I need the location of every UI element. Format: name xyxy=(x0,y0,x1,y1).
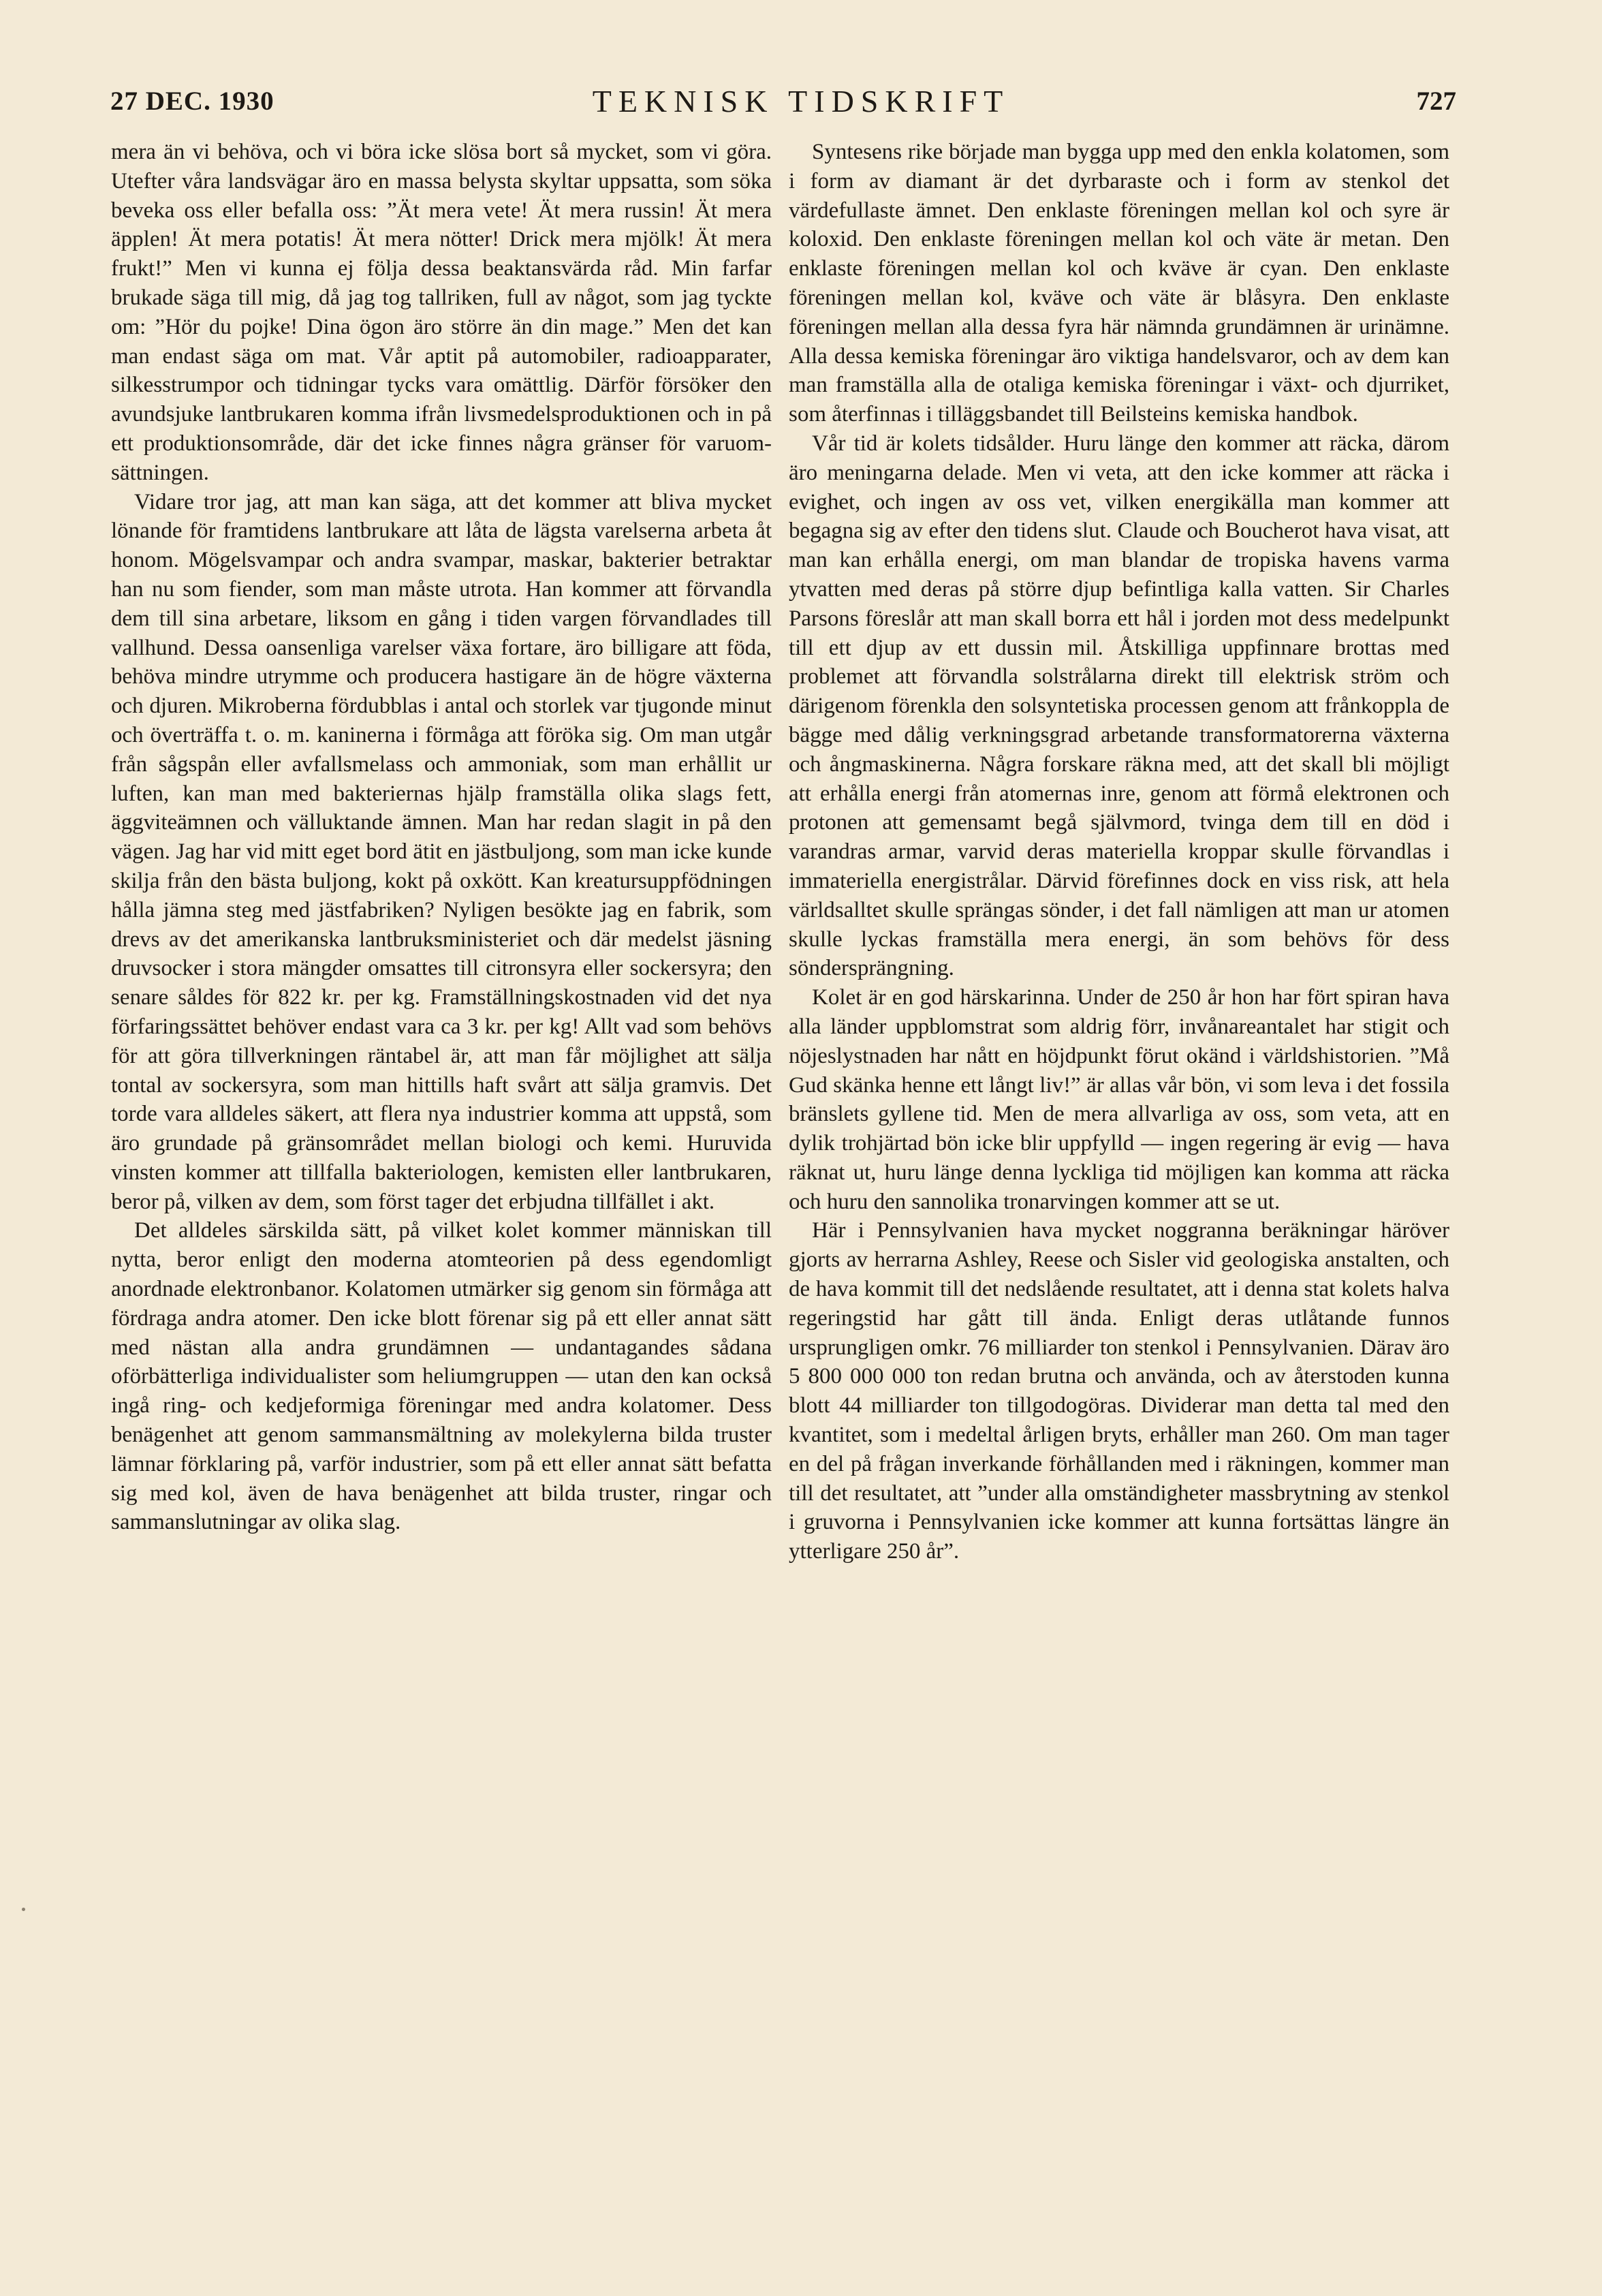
paragraph: Här i Pennsylvanien hava mycket noggranna beräkningar häröver gjorts av herrarna Ashley, Reese och Sisler vid geologiska anstalten, och de hava kommit till det nedslående resultatet, att i denna stat kolets halva regeringstid har gått till ända. Enligt deras utlåtande funnos ursprungligen omkr. 76 milliarder ton stenkol i Pennsylvanien. Därav äro 5 800 000 000 ton redan brutna och använda, och av återstoden kunna blott 44 milliarder ton tillgodogöras. Dividerar man detta tal med den kvantitet, som i medeltal årligen bryts, erhåller man 260. Om man tager en del på frågan inverkande förhållanden med i räkningen, kommer man till det resultatet, att ”under alla omständigheter massbrytning av stenkol i gruvorna i Pennsylvanien icke kommer att kunna fortsättas längre än ytterligare 250 år”. xyxy=(789,1218,1449,1564)
paragraph: Kolet är en god härskarinna. Under de 250 år hon har fört spiran hava alla länder uppblomstrat som aldrig förr, invånareantalet har stigit och nöjeslystnaden har nått en höjdpunkt förut okänd i världshistorien. ”Må Gud skänka henne ett långt liv!” är allas vår bön, vi som leva i det fossila bränslets gyllene tid. Men de mera allvarliga av oss, som veta, att en dylik trohjärtad bön icke blir uppfylld — ingen regering är evig — hava räknat ut, huru länge denna lyckliga tid möjligen kan komma att räcka och huru den sannolika tronarvingen kommer att se ut. xyxy=(789,985,1449,1214)
issue-date: 27 DEC. 1930 xyxy=(110,87,274,116)
paragraph: mera än vi behöva, och vi böra icke slösa bort så mycket, som vi göra. Utefter våra landsvägar äro en massa belysta skyltar uppsatta, som söka beveka oss eller befalla oss: ”Ät mera vete! Ät mera russin! Ät mera äpplen! Ät mera potatis! Ät mera nötter! Drick mera mjölk! Ät mera frukt!” Men vi kunna ej följa dessa beaktansvärda råd. Min farfar brukade säga till mig, då jag tog tallriken, full av något, som jag tyckte om: ”Hör du pojke! Dina ögon äro större än din mage.” Men det kan man endast säga om mat. Vår aptit på automobiler, radioapparater, silkesstrumpor och tidningar tycks vara omättlig. Därför försöker den avundsjuke lantbrukaren komma ifrån livsmedelsproduktionen och in på ett produktionsområde, där det icke finnes några gränser för varuomsättningen. xyxy=(111,140,772,485)
paragraph: Syntesens rike började man bygga upp med den enkla kolatomen, som i form av diamant är det dyrbaraste och i form av stenkol det värdefullaste ämnet. Den enklaste föreningen mellan kol och syre är koloxid. Den enklaste föreningen mellan kol och väte är metan. Den enklaste föreningen mellan kol och kväve är cyan. Den enklaste föreningen mellan kol, kväve och väte är blåsyra. Den enklaste föreningen mellan alla dessa fyra här nämnda grundämnen är urinämne. Alla dessa kemiska föreningar äro viktiga handelsvaror, och av dem kan man framställa alla de otaliga kemiska föreningar i växt- och djurriket, som återfinnas i tilläggsbandet till Beilsteins kemiska handbok. xyxy=(789,140,1449,427)
left-column xyxy=(111,138,772,2236)
journal-title: TEKNISK TIDSKRIFT xyxy=(592,84,1010,119)
page-number: 727 xyxy=(1416,87,1456,116)
margin-dot xyxy=(22,1908,25,1911)
right-column xyxy=(789,138,1449,2236)
paragraph: Vår tid är kolets tidsålder. Huru länge den kommer att räcka, därom äro meningarna delade. Men vi veta, att den icke kommer att räcka i evighet, och ingen av oss vet, vilken energikälla man kommer att begagna sig av efter den tidens slut. Claude och Boucherot hava visat, att man kan erhålla energi, om man blandar de tropiska havens varma ytvatten med deras på större djup befintliga kalla vatten. Sir Charles Parsons föreslår att man skall borra ett hål i jorden mot dess medelpunkt till ett djup av ett dussin mil. Åtskilliga uppfinnare brottas med problemet att förvandla solstrålarna direkt till elektrisk ström och därigenom förenkla den solsyntetiska processen genom att frånkoppla de bägge med dålig verkningsgrad arbetande transformatorerna växterna och ångmaskinerna. Några forskare räkna med, att det skall bli möjligt att erhålla energi från atomernas inre, genom att förmå elektronen och protonen att gemensamt begå självmord, tvinga dem till en död i varandras armar, varvid deras materiella kroppar skulle förvandlas i immateriella energistrålar. Därvid förefinnes dock en viss risk, att hela världsalltet skulle sprängas sönder, i det fall nämligen att man ur atomen skulle lyckas framställa mera energi, än som behövs för dess söndersprängning. xyxy=(789,431,1449,981)
paragraph: Vidare tror jag, att man kan säga, att det kommer att bliva mycket lönande för framtidens lantbrukare att låta de lägsta varelserna arbeta åt honom. Mögelsvampar och andra svampar, maskar, bakterier betraktar han nu som fiender, som man måste utrota. Han kommer att förvandla dem till sina arbetare, liksom en gång i tiden vargen förvandlades till vallhund. Dessa oansenliga varelser växa fortare, äro billigare att föda, behöva mindre utrymme och producera hastigare än de högre växterna och djuren. Mikroberna fördubblas i antal och storlek var tjugonde minut och överträffa t. o. m. kaninerna i förmåga att föröka sig. Om man utgår från sågspån eller avfallsmelass och ammoniak, som man erhållit ur luften, kan man med bakteriernas hjälp framställa olika slags fett, äggviteämnen och välluktande ämnen. Man har redan slagit in på den vägen. Jag har vid mitt eget bord ätit en jästbuljong, som man icke kunde skilja från den bästa buljong, kokt på oxkött. Kan kreatursuppfödningen hålla jämna steg med jästfabriken? Nyligen besökte jag en fabrik, som drevs av det amerikanska lantbruksministeriet och där medelst jäsning druvsocker i stora mängder omsattes till citronsyra eller sockersyra; den senare såldes för 822 kr. per kg. Framställningskostnaden vid det nya förfaringssättet behöver endast vara ca 3 kr. per kg! Allt vad som behövs för att göra tillverkningen räntabel är, att man får möjlighet att sälja tontal av sockersyra, som man hittills haft svårt att sälja gramvis. Det torde vara alldeles säkert, att flera nya industrier komma att uppstå, som äro grundade på gränsområdet mellan biologi och kemi. Huruvida vinsten kommer att tillfalla bakteriologen, kemisten eller lantbrukaren, beror på, vilken av dem, som först tager det erbjudna tillfället i akt. xyxy=(111,489,772,1214)
paragraph: Det alldeles särskilda sätt, på vilket kolet kommer människan till nytta, beror enligt den moderna atomteorien på dess egendomligt anordnade elektronbanor. Kolatomen utmärker sig genom sin förmåga att fördraga andra atomer. Den icke blott förenar sig på ett eller annat sätt med nästan alla andra grundämnen — undantagandes sådana oförbätterliga individualister som heliumgruppen — utan den kan också ingå ring- och kedjeformiga föreningar med andra kolatomer. Dess benägenhet att genom sammansmältning av molekylerna bilda truster lämnar förklaring på, varför industrier, som på ett eller annat sätt befatta sig med kol, även de hava benägenhet att bilda truster, ringar och sammanslutningar av olika slag. xyxy=(111,1218,772,1535)
